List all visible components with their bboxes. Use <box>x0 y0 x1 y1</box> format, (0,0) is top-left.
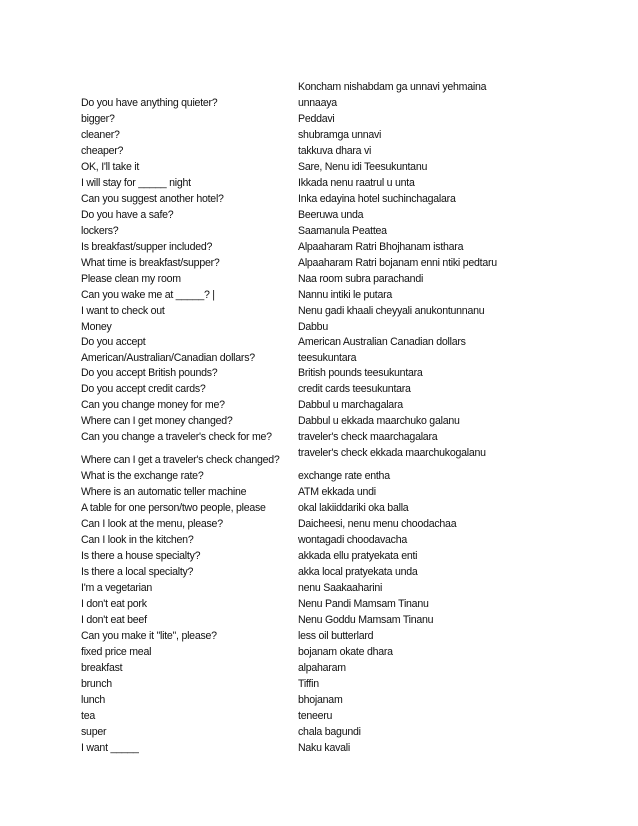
telugu-phrase: Naa room subra parachandi <box>298 273 424 285</box>
telugu-phrase: Koncham nishabdam ga unnavi yehmaina unnaaya <box>298 81 487 109</box>
telugu-phrase: nenu Saakaaharini <box>298 582 383 594</box>
telugu-phrase: alpaharam <box>298 662 346 674</box>
english-phrase: Can you make it "lite", please? <box>81 630 217 642</box>
telugu-phrase: less oil butterlard <box>298 630 374 642</box>
telugu-phrase: akkada ellu pratyekata enti <box>298 550 418 562</box>
english-phrase: Where is an automatic teller machine <box>81 486 247 498</box>
telugu-phrase: Peddavi <box>298 113 335 125</box>
english-phrase: bigger? <box>81 113 115 125</box>
telugu-phrase: American Australian Canadian dollars teesukuntara <box>298 336 466 364</box>
english-phrase: I don't eat beef <box>81 614 147 626</box>
telugu-phrase: Alpaaharam Ratri bojanam enni ntiki pedtaru <box>298 257 497 269</box>
english-phrase: I will stay for _____ night <box>81 177 191 189</box>
english-phrase: I don't eat pork <box>81 598 147 610</box>
telugu-phrase: Inka edayina hotel suchinchagalara <box>298 193 456 205</box>
telugu-phrase: Dabbul u marchagalara <box>298 399 403 411</box>
english-phrase: What time is breakfast/supper? <box>81 257 220 269</box>
english-phrase: Is there a local specialty? <box>81 566 194 578</box>
english-phrase: Please clean my room <box>81 273 181 285</box>
telugu-phrase: Ikkada nenu raatrul u unta <box>298 177 415 189</box>
english-phrase: fixed price meal <box>81 646 152 658</box>
english-phrase: Is breakfast/supper included? <box>81 241 213 253</box>
english-phrase: Can you suggest another hotel? <box>81 193 224 205</box>
english-phrase: Can you change money for me? <box>81 399 225 411</box>
telugu-phrase: Tiffin <box>298 678 319 690</box>
english-phrase: What is the exchange rate? <box>81 470 204 482</box>
english-phrase: breakfast <box>81 662 123 674</box>
english-phrase: Do you accept credit cards? <box>81 383 206 395</box>
english-phrase: Can you wake me at _____? | <box>81 289 215 301</box>
english-phrase: Money <box>81 321 112 333</box>
telugu-phrase: traveler's check ekkada maarchukogalanu <box>298 447 486 459</box>
telugu-phrase: Beeruwa unda <box>298 209 364 221</box>
telugu-phrase: bojanam okate dhara <box>298 646 393 658</box>
english-phrase: brunch <box>81 678 112 690</box>
english-phrase: Where can I get a traveler's check changed? <box>81 454 280 466</box>
english-phrase: Do you accept British pounds? <box>81 367 218 379</box>
english-phrase: Do you have anything quieter? <box>81 97 218 109</box>
english-phrase: super <box>81 726 107 738</box>
telugu-phrase: chala bagundi <box>298 726 361 738</box>
telugu-phrase: traveler's check maarchagalara <box>298 431 438 443</box>
english-phrase: Where can I get money changed? <box>81 415 233 427</box>
telugu-phrase: Nenu gadi khaali cheyyali anukontunnanu <box>298 305 485 317</box>
telugu-phrase: akka local pratyekata unda <box>298 566 418 578</box>
english-phrase: A table for one person/two people, please <box>81 502 266 514</box>
telugu-phrase: Dabbul u ekkada maarchuko galanu <box>298 415 460 427</box>
telugu-phrase: exchange rate entha <box>298 470 390 482</box>
telugu-phrase: bhojanam <box>298 694 343 706</box>
english-phrase: OK, I'll take it <box>81 161 140 173</box>
english-phrase: I want _____ <box>81 742 139 754</box>
telugu-phrase: shubramga unnavi <box>298 129 382 141</box>
english-phrase: Do you accept American/Australian/Canadian dollars? <box>81 336 255 364</box>
telugu-phrase: teneeru <box>298 710 333 722</box>
english-phrase: Can you change a traveler's check for me? <box>81 431 272 443</box>
telugu-phrase: Daicheesi, nenu menu choodachaa <box>298 518 457 530</box>
telugu-phrase: Alpaaharam Ratri Bhojhanam isthara <box>298 241 464 253</box>
telugu-phrase: okal lakiiddariki oka balla <box>298 502 409 514</box>
telugu-phrase: Nenu Pandi Mamsam Tinanu <box>298 598 429 610</box>
telugu-phrase: Sare, Nenu idi Teesukuntanu <box>298 161 428 173</box>
english-phrase: lockers? <box>81 225 119 237</box>
english-phrase: lunch <box>81 694 106 706</box>
english-phrase: Is there a house specialty? <box>81 550 201 562</box>
english-phrase: Can I look in the kitchen? <box>81 534 194 546</box>
english-phrase: cleaner? <box>81 129 120 141</box>
telugu-phrase: British pounds teesukuntara <box>298 367 423 379</box>
telugu-phrase: Dabbu <box>298 321 328 333</box>
telugu-phrase: Nenu Goddu Mamsam Tinanu <box>298 614 434 626</box>
telugu-phrase: ATM ekkada undi <box>298 486 376 498</box>
telugu-phrase: takkuva dhara vi <box>298 145 372 157</box>
english-phrase: I'm a vegetarian <box>81 582 153 594</box>
english-phrase: tea <box>81 710 95 722</box>
telugu-phrase: Naku kavali <box>298 742 351 754</box>
english-phrase: Do you have a safe? <box>81 209 174 221</box>
telugu-phrase: Saamanula Peattea <box>298 225 387 237</box>
telugu-phrase: Nannu intiki le putara <box>298 289 393 301</box>
telugu-phrase: wontagadi choodavacha <box>298 534 408 546</box>
english-phrase: cheaper? <box>81 145 124 157</box>
english-phrase: I want to check out <box>81 305 165 317</box>
telugu-phrase: credit cards teesukuntara <box>298 383 411 395</box>
english-phrase: Can I look at the menu, please? <box>81 518 223 530</box>
